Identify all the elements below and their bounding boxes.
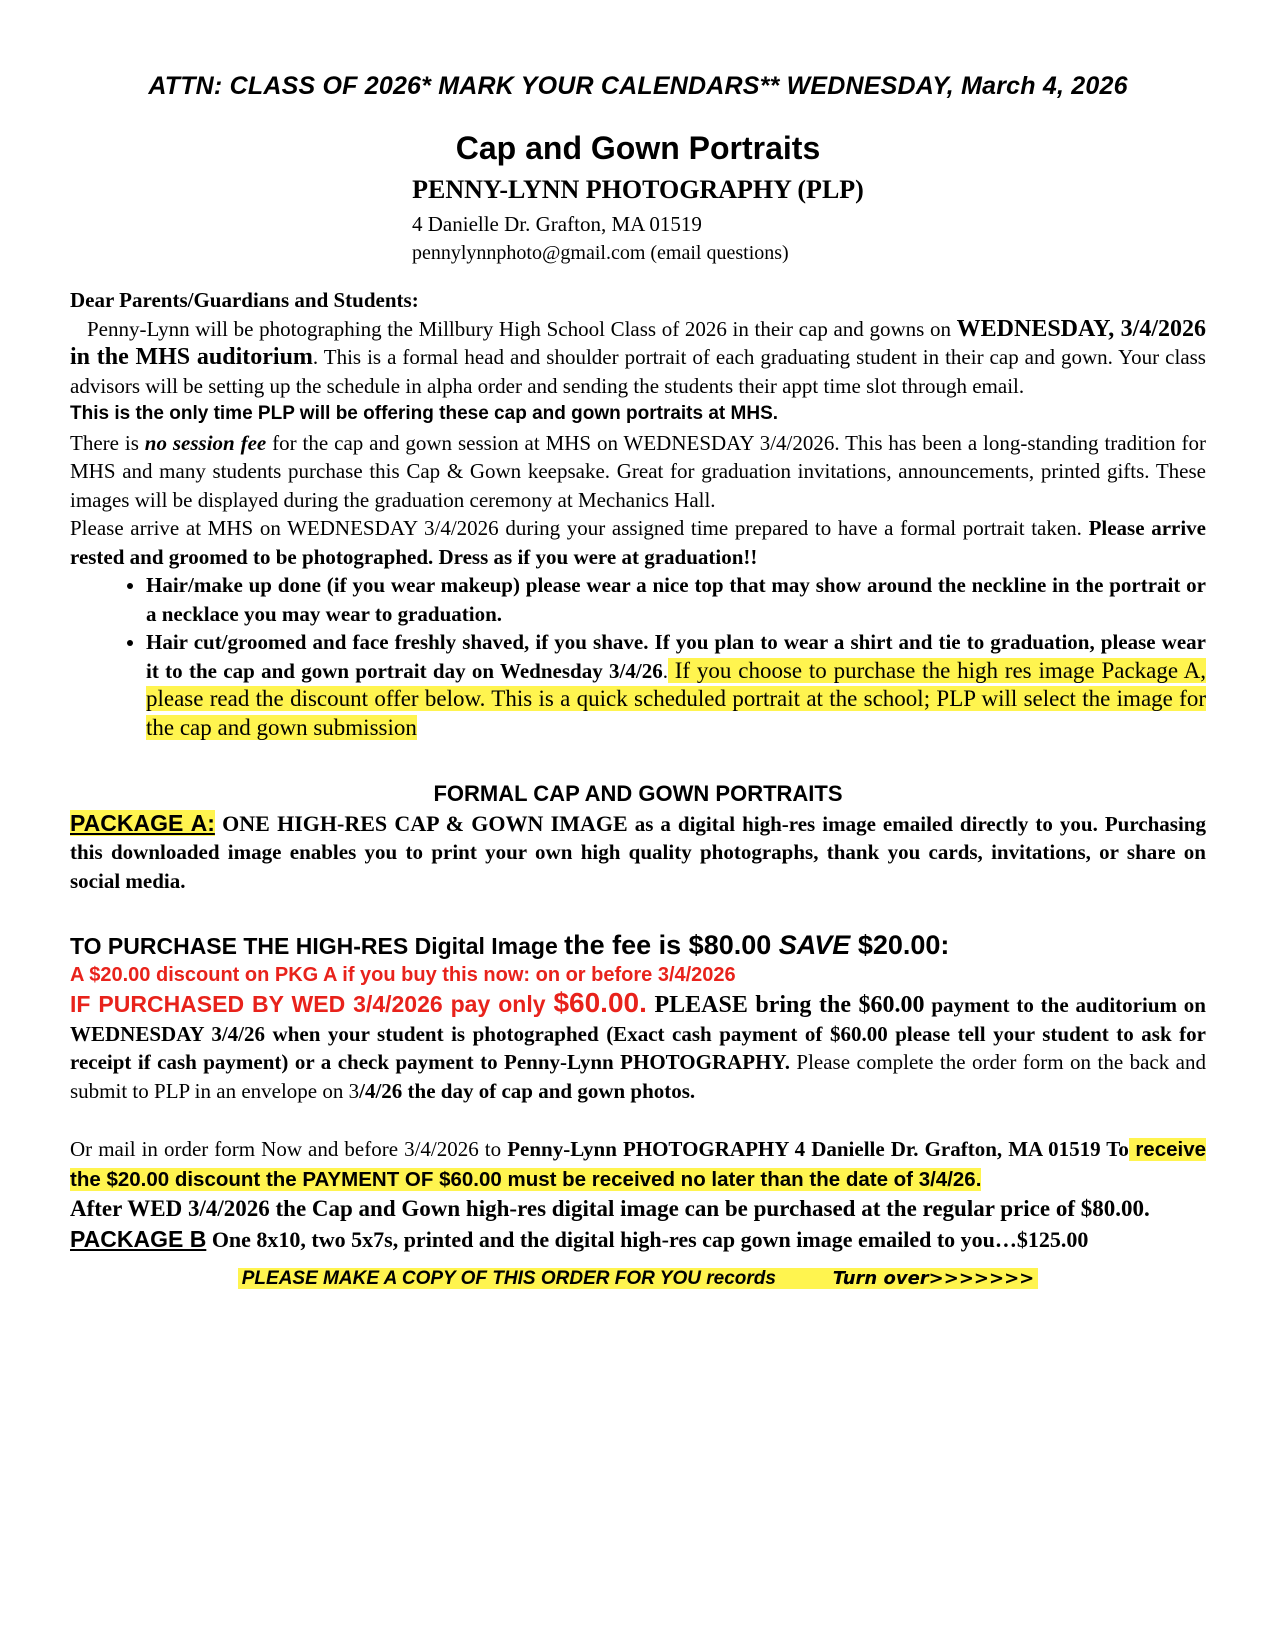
- bullet-dot: .: [662, 658, 668, 683]
- bring-payment: PLEASE bring the $60.00: [646, 992, 925, 1018]
- only-time-notice: This is the only time PLP will be offering these cap and gown portraits at MHS.: [70, 403, 779, 424]
- purchase-fee: the fee is $80.00: [564, 930, 779, 960]
- payment-instructions: payment to the auditorium on WEDNESDAY 3/4/26 when your student is photographed (Exact cash payment of $60.00 please tell your student to ask for receipt if cash payment) or a check payment to Penny-Lynn PHOTOGRAPHY.: [70, 993, 1206, 1074]
- no-session-fee: no session fee: [144, 430, 267, 455]
- intro-paragraph: [70, 315, 1206, 401]
- list-item: [146, 571, 1206, 628]
- studio-email: pennylynnphoto@gmail.com (email questions): [412, 242, 789, 264]
- package-b-label: PACKAGE B: [70, 1226, 207, 1252]
- section-heading: FORMAL CAP AND GOWN PORTRAITS: [433, 781, 843, 806]
- early-purchase-paragraph: [70, 989, 1206, 1105]
- early-purchase-label: [70, 987, 647, 1018]
- studio-name: PENNY-LYNN PHOTOGRAPHY (PLP): [412, 175, 864, 204]
- arrival-text: Please arrive at MHS on WEDNESDAY 3/4/2026 during your assigned time prepared to have a formal portrait taken.: [70, 516, 1089, 540]
- order-form-date: /4/26 the day of cap and gown photos.: [359, 1078, 696, 1103]
- intro-date-location: WEDNESDAY, 3/4/2026 in the MHS auditorium: [70, 315, 1207, 370]
- bullet-hair-makeup: Hair/make up done (if you wear makeup) please wear a nice top that may show around the neckline in the portrait or a necklace you may wear to graduation.: [146, 573, 1206, 626]
- discount-line: A $20.00 discount on PKG A if you buy this now: on or before 3/4/2026: [70, 963, 736, 986]
- mail-in-text: Or mail in order form Now and before 3/4/2026 to: [70, 1137, 508, 1161]
- footer-note: [70, 1263, 1206, 1294]
- bullet-haircut: Hair cut/groomed and face freshly shaved, if you shave. If you plan to wear a shirt and tie to graduation, please wear it to the cap and gown portrait day on Wednesday 3/4/26: [146, 630, 1206, 683]
- mail-deadline-highlight: receive the $20.00 discount the PAYMENT OF $60.00 must be received no later than the date of 3/4/26.: [70, 1138, 1206, 1191]
- purchase-heading: [70, 931, 1206, 961]
- fee-text-start: There is: [70, 430, 145, 455]
- package-b-description: One 8x10, two 5x7s, printed and the digital high-res cap gown image emailed to you…$125.00: [206, 1227, 1089, 1252]
- package-a-description: as a digital high-res image emailed directly to you. Purchasing this downloaded image enables you to print your own high quality photographs, thank you cards, invitations, or share on social media.: [70, 811, 1206, 893]
- package-a-name: ONE HIGH-RES CAP & GOWN IMAGE: [214, 810, 628, 836]
- arrival-bold: Please arrive rested and groomed to be photographed. Dress as if you were at graduation!!: [70, 516, 1206, 569]
- page-title: Cap and Gown Portraits: [455, 130, 821, 166]
- mail-address: Penny-Lynn PHOTOGRAPHY 4 Danielle Dr. Grafton, MA 01519 To: [507, 1137, 1129, 1161]
- purchase-text-a: TO PURCHASE THE HIGH-RES Digital Image: [70, 933, 565, 959]
- intro-text-start: Penny-Lynn will be photographing the Millbury High School Class of 2026 in their cap and gowns on: [86, 316, 957, 341]
- copy-reminder-text: PLEASE MAKE A COPY OF THIS ORDER FOR YOU records: [241, 1268, 776, 1289]
- regular-price-notice: After WED 3/4/2026 the Cap and Gown high-res digital image can be purchased at the regular price of $80.00.: [70, 1196, 1150, 1221]
- copy-reminder: [238, 1268, 1039, 1289]
- package-a-paragraph: [70, 809, 1206, 896]
- order-form-instructions: Please complete the order form on the back and submit to PLP in an envelope on 3: [70, 1050, 1206, 1103]
- attn-banner: ATTN: CLASS OF 2026* MARK YOUR CALENDARS** WEDNESDAY, March 4, 2026: [148, 72, 1128, 100]
- turn-over-text: Turn over>>>>>>>: [832, 1268, 1035, 1289]
- intro-text-end: . This is a formal head and shoulder portrait of each graduating student in their cap and gown. Your class advisors will be setting up the schedule in alpha order and sending the students their appt time slot through email.: [70, 345, 1206, 398]
- package-a-highlight: If you choose to purchase the high res image Package A, please read the discount offer below. This is a quick scheduled portrait at the school; PLP will select the image for the cap and gown submission: [146, 657, 1206, 740]
- arrival-paragraph: [70, 514, 1206, 571]
- list-item: [146, 628, 1206, 742]
- mail-in-paragraph: [70, 1135, 1206, 1194]
- early-price: $60.00.: [553, 987, 647, 1018]
- session-fee-paragraph: [70, 429, 1206, 515]
- package-b-paragraph: [70, 1224, 1206, 1255]
- package-a-label: PACKAGE A:: [70, 809, 215, 836]
- salutation: Dear Parents/Guardians and Students:: [70, 288, 419, 312]
- save-amount: $20.00:: [850, 930, 950, 960]
- grooming-list: [70, 571, 1206, 742]
- early-purchase-text: IF PURCHASED BY WED 3/4/2026 pay only: [70, 991, 554, 1017]
- save-word: SAVE: [778, 930, 851, 960]
- letter-body: [70, 286, 1206, 1294]
- studio-address: 4 Danielle Dr. Grafton, MA 01519: [412, 212, 702, 236]
- fee-text-end: for the cap and gown session at MHS on WEDNESDAY 3/4/2026. This has been a long-standing tradition for MHS and many students purchase this Cap & Gown keepsake. Great for graduation invitations, announcements, printed gifts. These images will be displayed during the graduation ceremony at Mechanics Hall.: [70, 430, 1206, 512]
